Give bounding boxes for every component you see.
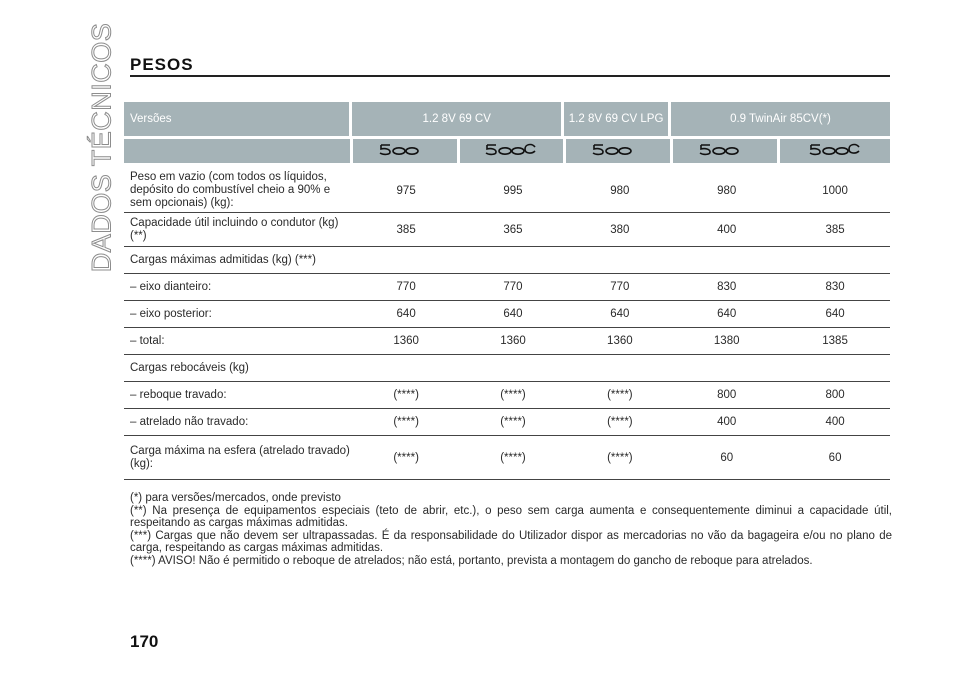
row-value: 1380 xyxy=(713,335,740,347)
row-value: 640 xyxy=(717,308,737,320)
table-row xyxy=(124,274,890,301)
row-label: Peso em vazio (com todos os líquidos, depósito do combustível cheio a 90% e sem opcionais) (kg): xyxy=(130,171,331,209)
row-label: Carga máxima na esfera (atrelado travado) (kg): xyxy=(130,444,350,470)
table-row xyxy=(124,169,890,213)
logo-cell xyxy=(460,139,564,163)
logo-row xyxy=(124,139,890,163)
row-value: 640 xyxy=(825,308,845,320)
row-value: 380 xyxy=(610,223,630,236)
row-value: 400 xyxy=(717,223,737,236)
footnote: (***) Cargas que não devem ser ultrapassadas. É da responsabilidade do Utilizador dispor as mercadorias no vão da bagageira e/ou no plano de carga, respeitando as cargas máximas admitidas. xyxy=(130,529,892,554)
logo-blank-cell xyxy=(124,139,350,163)
500-logo-icon xyxy=(377,141,433,162)
logo-cell xyxy=(566,139,670,163)
500-logo-icon xyxy=(590,141,646,162)
row-value: 1360 xyxy=(607,335,633,347)
header-group-1: 1.2 8V 69 CV xyxy=(352,102,561,136)
row-value: 1385 xyxy=(822,335,848,347)
table-body xyxy=(124,169,890,480)
row-label: – eixo dianteiro: xyxy=(130,280,212,293)
logo-cell xyxy=(353,139,457,163)
row-value: 1360 xyxy=(393,335,419,347)
row-value: 385 xyxy=(825,223,845,236)
row-label: Cargas máximas admitidas (kg) (***) xyxy=(130,253,316,266)
footnote: (*) para versões/mercados, onde previsto xyxy=(130,492,341,504)
row-value: 830 xyxy=(825,281,845,293)
footnote: (****) AVISO! Não é permitido o reboque de atrelados; não está, portanto, prevista a montagem do gancho de reboque para atrelados. xyxy=(130,554,813,567)
500c-logo-icon xyxy=(807,141,863,157)
row-value: 980 xyxy=(717,184,737,197)
title-divider xyxy=(130,75,890,77)
row-value: 770 xyxy=(503,281,523,293)
row-value: (****) xyxy=(500,389,526,401)
500-logo-icon xyxy=(697,141,753,157)
table-row xyxy=(124,436,890,480)
row-value: 60 xyxy=(828,451,842,464)
row-value: (****) xyxy=(393,416,419,428)
table-row xyxy=(124,247,890,274)
row-value: 1000 xyxy=(822,184,848,197)
weights-table xyxy=(124,102,890,480)
row-value: 800 xyxy=(825,389,845,401)
500-logo-icon xyxy=(377,141,433,157)
row-label: – reboque travado: xyxy=(130,388,227,401)
500-logo-icon xyxy=(697,141,753,162)
row-value: 60 xyxy=(720,451,734,464)
row-label: – total: xyxy=(130,334,165,347)
row-value: 400 xyxy=(825,416,845,428)
row-value: 1360 xyxy=(500,335,526,347)
row-value: (****) xyxy=(607,451,633,464)
row-value: 980 xyxy=(610,184,630,197)
table-header xyxy=(124,102,890,136)
row-value: 385 xyxy=(396,223,416,236)
logo-cell xyxy=(673,139,777,163)
row-value: 640 xyxy=(503,308,523,320)
row-label: Capacidade útil incluindo o condutor (kg) (**) xyxy=(130,216,339,242)
row-value: 830 xyxy=(717,281,737,293)
page-number: 170 xyxy=(130,632,159,651)
row-value: 640 xyxy=(610,308,630,320)
row-label: – atrelado não travado: xyxy=(130,415,249,428)
row-value: 770 xyxy=(610,281,630,293)
logo-cell xyxy=(780,139,890,163)
row-value: (****) xyxy=(393,451,419,464)
table-row xyxy=(124,301,890,328)
table-row xyxy=(124,355,890,382)
row-value: 975 xyxy=(396,184,416,197)
row-value: 770 xyxy=(396,281,416,293)
row-label: Cargas rebocáveis (kg) xyxy=(130,361,249,374)
footnote: (**) Na presença de equipamentos especiais (teto de abrir, etc.), o peso sem carga aumenta e consequentemente diminui a capacidade útil, respeitando as cargas máximas admitidas. xyxy=(130,504,892,529)
500c-logo-icon xyxy=(483,141,539,157)
row-value: (****) xyxy=(500,451,526,464)
row-value: 400 xyxy=(717,416,737,428)
row-value: 640 xyxy=(396,308,416,320)
table-row xyxy=(124,213,890,247)
table-row xyxy=(124,409,890,436)
500-logo-icon xyxy=(590,141,646,157)
row-value: (****) xyxy=(393,389,419,401)
row-value: 995 xyxy=(503,184,523,197)
section-title: DADOS TÉCNICOS xyxy=(86,22,117,272)
header-versions: Versões xyxy=(124,102,349,136)
500c-logo-icon xyxy=(807,141,863,162)
page-title: PESOS xyxy=(130,55,194,74)
row-value: (****) xyxy=(607,389,633,401)
row-value: (****) xyxy=(607,416,633,428)
row-value: 800 xyxy=(717,389,737,401)
500c-logo-icon xyxy=(483,141,539,162)
row-label: – eixo posterior: xyxy=(130,307,212,320)
table-row xyxy=(124,382,890,409)
footnotes xyxy=(130,492,892,567)
table-row xyxy=(124,328,890,355)
row-value: (****) xyxy=(500,416,526,428)
header-group-3: 0.9 TwinAir 85CV(*) xyxy=(671,102,890,136)
header-group-2: 1.2 8V 69 CV LPG xyxy=(564,102,668,136)
row-value: 365 xyxy=(503,223,523,236)
